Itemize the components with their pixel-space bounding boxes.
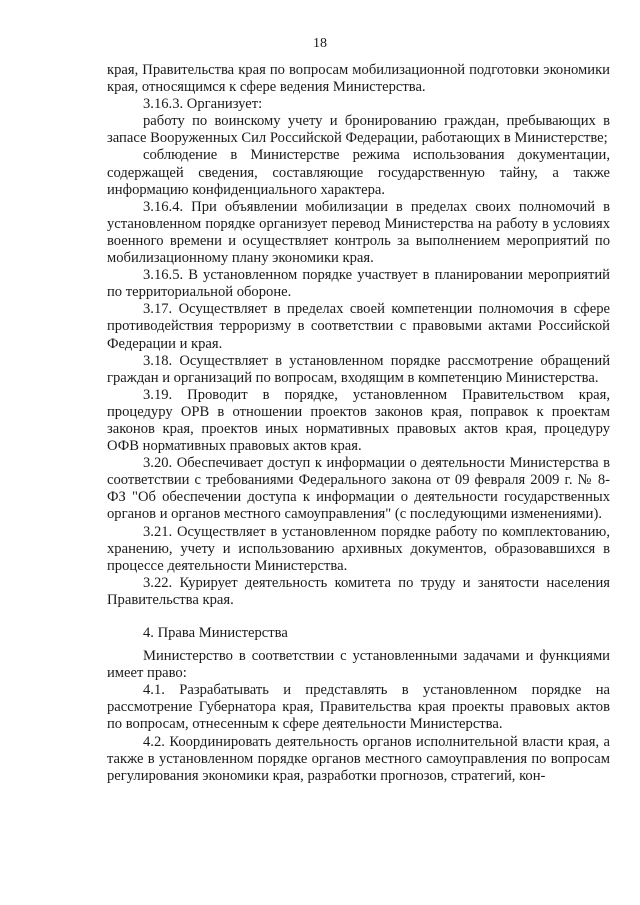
paragraph-military-registration: работу по воинскому учету и бронированию граждан, пребывающих в запасе Вооруженных Сил Российской Федерации, работающих в Министерстве; xyxy=(107,113,610,147)
section-heading: 4. Права Министерства xyxy=(143,625,288,641)
paragraph-3-16-3: 3.16.3. Организует: xyxy=(143,96,263,113)
page-number: 18 xyxy=(313,36,327,51)
document-body xyxy=(107,62,610,785)
paragraph-3-17: 3.17. Осуществляет в пределах своей компетенции полномочия в сфере противодействия терроризму в соответствии с правовыми актами Российской Федерации и края. xyxy=(107,301,610,352)
paragraph-continuation: края, Правительства края по вопросам мобилизационной подготовки экономики края, относящимся к сфере ведения Министерства. xyxy=(107,62,610,96)
paragraph-state-secret-regime: соблюдение в Министерстве режима использования документации, содержащей сведения, составляющие государственную тайну, а также информацию конфиденциального характера. xyxy=(107,147,610,198)
paragraph-3-20: 3.20. Обеспечивает доступ к информации о деятельности Министерства в соответствии с требованиями Федерального закона от 09 февраля 2009 г. № 8-ФЗ "Об обеспечении доступа к информации о деятельности государственных органов и органов местного самоуправления" (с последующими изменениями). xyxy=(107,455,610,523)
paragraph-3-19: 3.19. Проводит в порядке, установленном Правительством края, процедуру ОРВ в отношении проектов законов края, поправок к проектам законов края, проектов иных нормативных правовых актов края, процедуру ОФВ нормативных правовых актов края. xyxy=(107,386,610,455)
paragraph-3-16-4: 3.16.4. При объявлении мобилизации в пределах своих полномочий в установленном порядке организует перевод Министерства на работу в условиях военного времени и осуществляет контроль за выполнением мероприятий по мобилизационному плану экономики края. xyxy=(107,198,610,267)
paragraph-4-2: 4.2. Координировать деятельность органов исполнительной власти края, а также в установленном порядке органов местного самоуправления по вопросам регулирования экономики края, разработки прогнозов, стратегий, кон- xyxy=(107,733,610,784)
paragraph-3-16-5: 3.16.5. В установленном порядке участвует в планировании мероприятий по территориальной обороне. xyxy=(107,267,610,301)
paragraph-3-18: 3.18. Осуществляет в установленном порядке рассмотрение обращений граждан и организаций по вопросам, входящим в компетенцию Министерства. xyxy=(107,352,610,386)
paragraph-4-1: 4.1. Разрабатывать и представлять в установленном порядке на рассмотрение Губернатора края, Правительства края проекты правовых актов по вопросам, отнесенным к сфере деятельности Министерства. xyxy=(107,682,610,733)
paragraph-rights-intro: Министерство в соответствии с установленными задачами и функциями имеет право: xyxy=(107,648,610,682)
paragraph-3-21: 3.21. Осуществляет в установленном порядке работу по комплектованию, хранению, учету и использованию архивных документов, образовавшихся в процессе деятельности Министерства. xyxy=(107,523,610,574)
paragraph-3-22: 3.22. Курирует деятельность комитета по труду и занятости населения Правительства края. xyxy=(107,574,610,608)
section-spacer xyxy=(107,609,610,625)
